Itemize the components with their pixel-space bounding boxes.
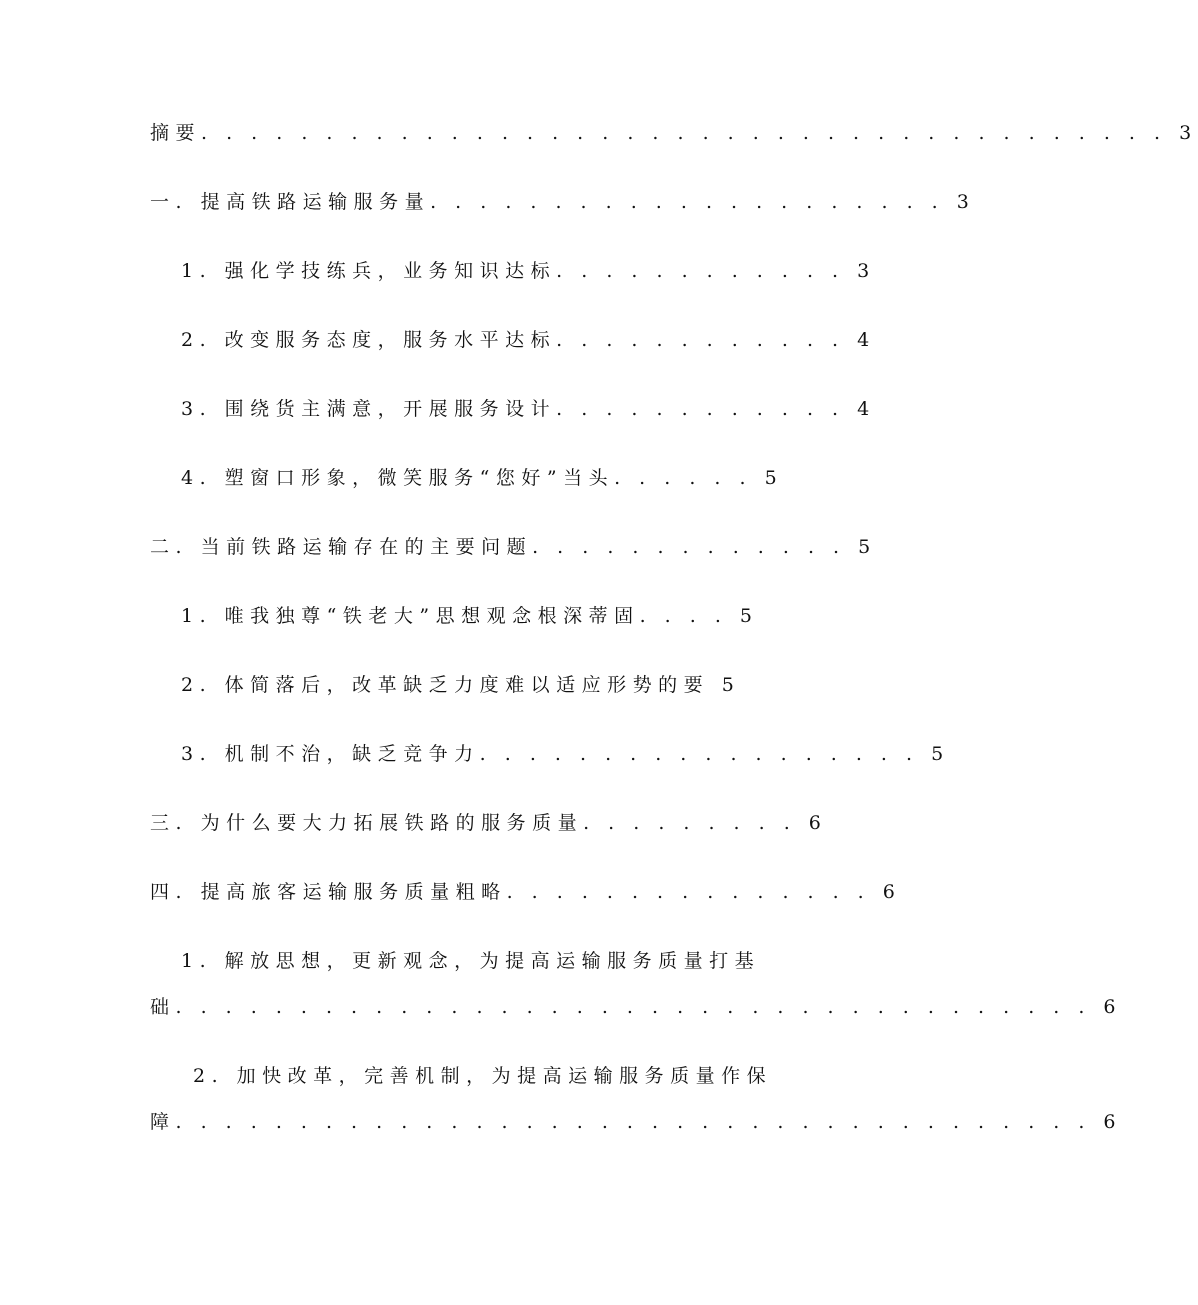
toc-entry-1-1: 1. 强化学技练兵，业务知识达标. . . . . . . . . . . . 3 xyxy=(181,260,876,282)
toc-entry-1-3: 3. 围绕货主满意，开展服务设计. . . . . . . . . . . . 4 xyxy=(181,398,876,420)
toc-entry-2-2: 2. 体简落后，改革缺乏力度难以适应形势的要 5 xyxy=(181,674,741,696)
toc-entry-4-1-line-2: 础. . . . . . . . . . . . . . . . . . . . . . . . . . . . . . . . . . . . . 6 xyxy=(150,996,1123,1018)
toc-entry-4-2-line-2: 障. . . . . . . . . . . . . . . . . . . . . . . . . . . . . . . . . . . . . 6 xyxy=(150,1111,1123,1133)
toc-entry-2-1: 1. 唯我独尊“铁老大”思想观念根深蒂固. . . . 5 xyxy=(181,605,759,627)
toc-entry-section-3: 三. 为什么要大力拓展铁路的服务质量. . . . . . . . . 6 xyxy=(150,812,828,834)
toc-entry-section-2: 二. 当前铁路运输存在的主要问题. . . . . . . . . . . . . 5 xyxy=(150,536,877,558)
toc-entry-abstract: 摘要. . . . . . . . . . . . . . . . . . . . . . . . . . . . . . . . . . . . . . . 3 xyxy=(150,122,1198,144)
toc-entry-1-4: 4. 塑窗口形象，微笑服务“您好”当头. . . . . . 5 xyxy=(181,467,784,489)
toc-entry-4-1-line-1: 1. 解放思想，更新观念，为提高运输服务质量打基 xyxy=(181,950,761,972)
toc-entry-4-2-line-1: 2. 加快改革，完善机制，为提高运输服务质量作保 xyxy=(193,1065,773,1087)
toc-entry-1-2: 2. 改变服务态度，服务水平达标. . . . . . . . . . . . 4 xyxy=(181,329,876,351)
toc-entry-section-1: 一. 提高铁路运输服务量. . . . . . . . . . . . . . . . . . . . . 3 xyxy=(150,191,976,213)
toc-entry-2-3: 3. 机制不治，缺乏竞争力. . . . . . . . . . . . . . . . . . 5 xyxy=(181,743,950,765)
toc-entry-section-4: 四. 提高旅客运输服务质量粗略. . . . . . . . . . . . . . . 6 xyxy=(150,881,902,903)
